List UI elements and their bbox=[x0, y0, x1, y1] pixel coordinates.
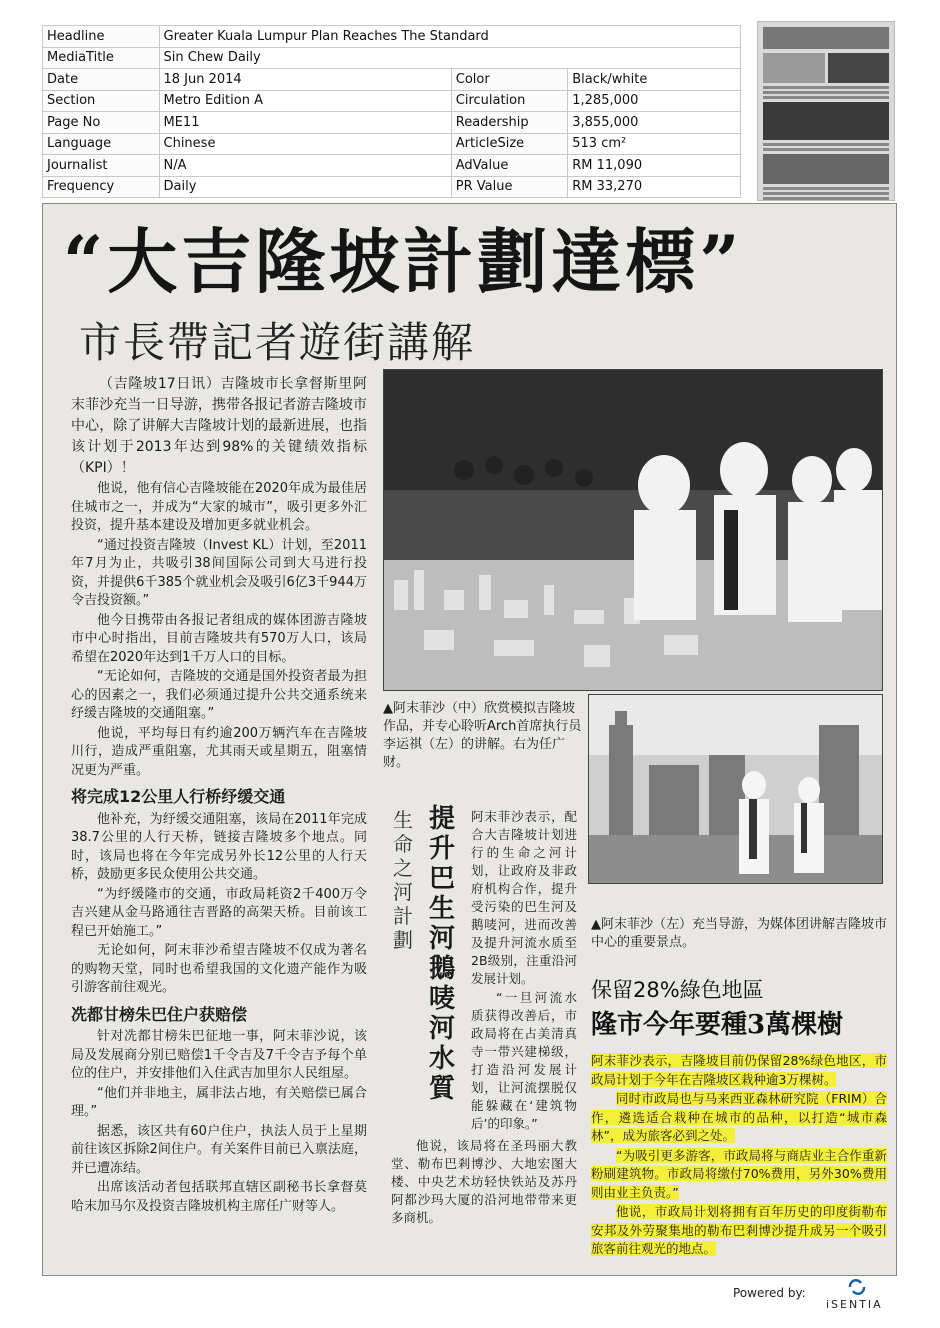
photo-caption: ▲阿末菲沙（中）欣赏模拟吉隆坡作品，并专心聆听Arch首席执行员李运祺（左）的讲解。右为任广财。 bbox=[383, 701, 582, 770]
story-paragraph: 针对冼都甘榜朱巴征地一事，阿末菲沙说，该局及发展商分别已赔偿1千令吉及7千令吉予每个单位的住户，并安排他们入住武吉加里尔人民组屋。 bbox=[71, 1029, 367, 1081]
isentia-logo-icon bbox=[846, 1278, 868, 1296]
article-subhead: 市長帶記者遊街講解 bbox=[79, 318, 476, 367]
powered-by-label: Powered by: bbox=[733, 1286, 806, 1300]
metadata-value: RM 11,090 bbox=[568, 155, 741, 177]
metadata-value: ME11 bbox=[159, 112, 451, 134]
metadata-row bbox=[43, 133, 741, 155]
story-paragraph: （吉隆坡17日讯）吉隆坡市长拿督斯里阿末菲沙充当一日导游，携带各报记者游吉隆坡市中心，除了讲解大吉隆坡计划的最新进展，也指该计划于2013年达到98%的关键绩效指标（KPI）！ bbox=[71, 376, 367, 476]
isentia-brand: iSENTIA bbox=[826, 1298, 883, 1311]
story-paragraph: 他补充，为纾缓交通阻塞，该局在2011年完成38.7公里的人行天桥，链接吉隆坡多个地点。同时，该局也将在今年完成另外长12公里的人行天桥，鼓励更多民众使用公共交通。 bbox=[71, 811, 367, 882]
highlighted-text: 他说，市政局计划将拥有百年历史的印度街勒布安邦及外劳聚集地的勒布巴剎博沙提升成另一个吸引旅客前往观光的地点。 bbox=[591, 1204, 887, 1256]
metadata-label: Language bbox=[43, 133, 160, 155]
metadata-row bbox=[43, 69, 741, 91]
metadata-value: 18 Jun 2014 bbox=[159, 69, 451, 91]
article-headline: “大吉隆坡計劃達標” bbox=[63, 220, 744, 303]
river-story-column bbox=[391, 808, 577, 1228]
metadata-label: Color bbox=[451, 69, 568, 91]
trees-kicker: 保留28%綠色地區 bbox=[591, 978, 764, 1002]
main-story-column bbox=[71, 374, 367, 1217]
newspaper-clipping bbox=[42, 203, 897, 1276]
metadata-value: Metro Edition A bbox=[159, 90, 451, 112]
story-paragraph: 阿末菲沙表示，配合大吉隆坡计划进行的生命之河计划，让政府及非政府机构合作，提升受污染的巴生河及鹅唛河，进而改善及提升河流水质至2B级别，注重沿河发展计划。 bbox=[471, 809, 577, 986]
metadata-value: 1,285,000 bbox=[568, 90, 741, 112]
trees-headline: 隆市今年要種3萬棵樹 bbox=[591, 1010, 844, 1040]
river-headline: 提升巴生河鵝唛河水質 bbox=[428, 804, 455, 1104]
story-paragraph: 他说，该局将在圣玛丽大教堂、勒布巴剎博沙、大地宏图大楼、中央艺术坊轻快铁站及苏丹阿都沙玛大厦的沿河地带带来更多商机。 bbox=[391, 1138, 577, 1225]
metadata-label: Circulation bbox=[451, 90, 568, 112]
metadata-label: MediaTitle bbox=[43, 47, 160, 69]
story-paragraph: “他们并非地主，属非法占地，有关赔偿已属合理。” bbox=[71, 1085, 367, 1119]
story-paragraph: 他说，他有信心吉隆坡能在2020年成为最佳居住城市之一，并成为“大家的城市”，吸引更多外汇投资，提升基本建设及增加更多就业机会。 bbox=[71, 481, 367, 533]
highlighted-text: “为吸引更多游客，市政局将与商店业主合作重新粉刷建筑物。市政局将缴付70%费用，另外30%费用则由业主负责。” bbox=[591, 1147, 887, 1200]
trees-story-column bbox=[591, 1052, 887, 1260]
metadata-value: N/A bbox=[159, 155, 451, 177]
metadata-value: Daily bbox=[159, 176, 451, 198]
photo-caption: ▲阿末菲沙（左）充当导游，为媒体团讲解吉隆坡市中心的重要景点。 bbox=[591, 917, 887, 950]
metadata-row bbox=[43, 26, 741, 48]
story-paragraph: “为纾缓隆市的交通，市政局耗资2千400万令吉兴建从金马路通往吉晋路的高架天桥。目前该工程已开始施工。” bbox=[71, 886, 367, 939]
metadata-label: Frequency bbox=[43, 176, 160, 198]
metadata-label: Readership bbox=[451, 112, 568, 134]
metadata-label: Headline bbox=[43, 26, 160, 48]
metadata-label: AdValue bbox=[451, 155, 568, 177]
story-paragraph: “一旦河流水质获得改善后，市政局将在占美清真寺一带兴建梯级，打造沿河发展计划，让河流摆脱仅能躲藏在‘建筑物后’的印象。” bbox=[471, 990, 577, 1131]
metadata-value: RM 33,270 bbox=[568, 176, 741, 198]
metadata-label: Section bbox=[43, 90, 160, 112]
section-heading: 将完成12公里人行桥纾缓交通 bbox=[71, 787, 286, 806]
story-paragraph: 他说，平均每日有约逾200万辆汽车在吉隆坡川行，造成严重阻塞，尤其雨天或星期五，阻塞情况更为严重。 bbox=[71, 725, 367, 778]
metadata-row bbox=[43, 90, 741, 112]
metadata-value: Sin Chew Daily bbox=[159, 47, 741, 69]
metadata-row bbox=[43, 155, 741, 177]
metadata-label: Page No bbox=[43, 112, 160, 134]
river-kicker: 生命之河計劃 bbox=[393, 808, 413, 952]
metadata-value: Black/white bbox=[568, 69, 741, 91]
metadata-value: Greater Kuala Lumpur Plan Reaches The Standard bbox=[159, 26, 741, 48]
metadata-row bbox=[43, 176, 741, 198]
story-paragraph: 无论如何，阿末菲沙希望吉隆坡不仅成为著名的购物天堂，同时也希望我国的文化遗产能作为吸引游客前往观光。 bbox=[71, 943, 367, 995]
metadata-row bbox=[43, 112, 741, 134]
metadata-label: Date bbox=[43, 69, 160, 91]
section-heading: 冼都甘榜朱巴住户获赔偿 bbox=[71, 1004, 248, 1024]
metadata-value: Chinese bbox=[159, 133, 451, 155]
metadata-label: Journalist bbox=[43, 155, 160, 177]
story-paragraph: 出席该活动者包括联邦直辖区副秘书长拿督莫哈末加马尔及投资吉隆坡机构主席任广财等人。 bbox=[71, 1180, 367, 1214]
metadata-table bbox=[42, 25, 741, 198]
metadata-label: ArticleSize bbox=[451, 133, 568, 155]
photo-city-tour bbox=[588, 694, 883, 884]
story-paragraph: “通过投资吉隆坡（Invest KL）计划，至2011年7月为止，共吸引38间国际公司到大马进行投资，并提供6千385个就业机会及吸引6亿3千944万令吉投资额。” bbox=[71, 537, 367, 608]
metadata-label: PR Value bbox=[451, 176, 568, 198]
page-thumbnail[interactable] bbox=[757, 21, 895, 201]
highlighted-text: 阿末菲沙表示，吉隆坡目前仍保留28%绿色地区，市政局计划于今年在吉隆坡区栽种逾3万棵树。 bbox=[591, 1053, 887, 1087]
story-paragraph: 据悉，该区共有60户住户，执法人员于上星期前往该区拆除2间住户。有关案件目前已入禀法庭，并已遭冻结。 bbox=[71, 1123, 367, 1176]
metadata-row bbox=[43, 47, 741, 69]
metadata-value: 3,855,000 bbox=[568, 112, 741, 134]
photo-city-model bbox=[383, 369, 883, 691]
highlighted-text: 同时市政局也与马来西亚森林研究院（FRIM）合作，遴选适合栽种在城市的品种，以打造“城市森林”，成为旅客必到之处。 bbox=[591, 1091, 887, 1143]
story-paragraph: “无论如何，吉隆坡的交通是国外投资者最为担心的因素之一，我们必须通过提升公共交通系统来纾缓吉隆坡的交通阻塞。” bbox=[71, 669, 367, 721]
story-paragraph: 他今日携带由各报记者组成的媒体团游吉隆坡市中心时指出，目前吉隆坡共有570万人口，该局希望在2020年达到1千万人口的目标。 bbox=[71, 612, 367, 665]
metadata-value: 513 cm² bbox=[568, 133, 741, 155]
